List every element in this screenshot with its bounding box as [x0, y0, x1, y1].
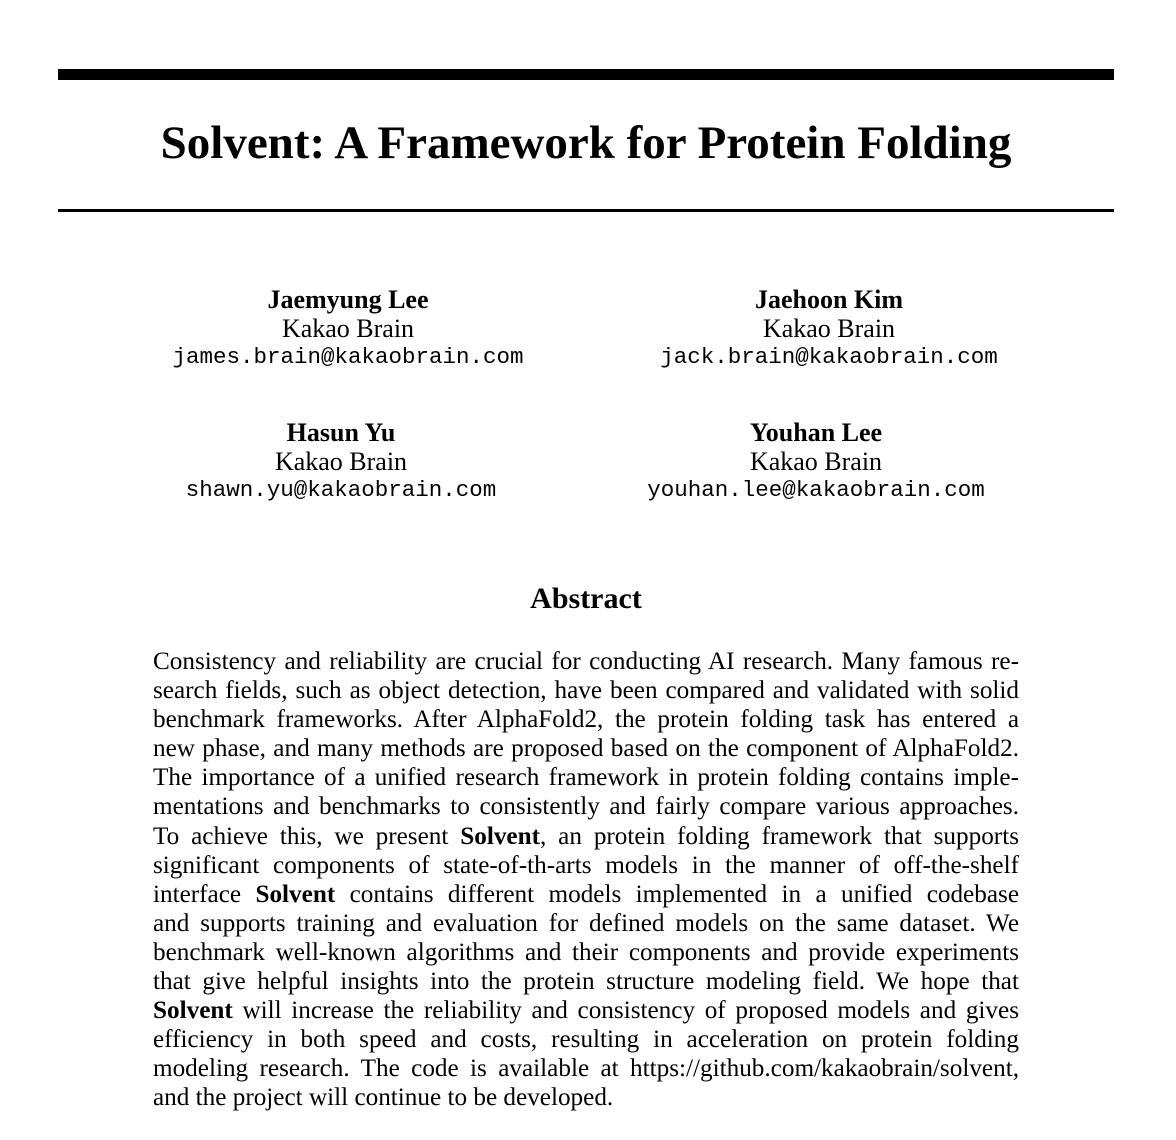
abstract-line — [153, 1083, 1019, 1112]
author-affiliation: Kakao Brain — [749, 447, 883, 476]
abstract-body — [153, 647, 1019, 1113]
author-affiliation: Kakao Brain — [274, 447, 408, 476]
framework-name: Solvent — [255, 880, 336, 908]
author-email: youhan.lee@kakaobrain.com — [647, 477, 985, 503]
abstract-text: mentations and benchmarks to consistently and fairly compare various approaches. — [153, 793, 1019, 821]
author-block — [111, 418, 571, 505]
abstract-text: new phase, and many methods are proposed based on the component of AlphaFold2. — [153, 735, 1019, 763]
abstract-line — [153, 909, 1019, 938]
abstract-line — [153, 967, 1019, 996]
abstract-line — [153, 880, 1019, 909]
abstract-line — [153, 705, 1019, 734]
title-bottom-rule — [58, 209, 1114, 212]
abstract-text: benchmark frameworks. After AlphaFold2, the protein folding task has entered a — [153, 706, 1019, 734]
abstract-text: interface — [153, 880, 256, 908]
abstract-text: To achieve this, we present — [153, 822, 461, 850]
author-affiliation: Kakao Brain — [762, 314, 896, 343]
author-block — [599, 285, 1059, 372]
framework-name: Solvent — [153, 997, 233, 1025]
abstract-text: will increase the reliability and consistency of proposed models and gives — [232, 997, 1019, 1025]
abstract-line — [153, 996, 1019, 1025]
abstract-text: efficiency in both speed and costs, resulting in acceleration on protein folding — [153, 1026, 1019, 1054]
abstract-text: significant components of state-of-th-arts models in the manner of off-the-shelf — [153, 851, 1019, 879]
abstract-text: , an protein folding framework that supports — [540, 822, 1019, 850]
abstract-line — [153, 1054, 1019, 1083]
abstract-heading: Abstract — [530, 582, 642, 615]
abstract-line — [153, 763, 1019, 792]
abstract-text: Consistency and reliability are crucial for conducting AI research. Many famous re- — [153, 648, 1019, 675]
abstract-text: contains different models implemented in a unified codebase — [335, 880, 1019, 908]
abstract-line — [153, 822, 1019, 851]
abstract-text: and supports training and evaluation for defined models on the same dataset. We — [153, 909, 1019, 937]
author-name: Jaehoon Kim — [754, 285, 904, 314]
abstract-text: modeling research. The code is available at https://github.com/kakaobrain/solvent, — [153, 1055, 1019, 1083]
abstract-line — [153, 676, 1019, 705]
abstract-text: search fields, such as object detection, have been compared and validated with solid — [153, 677, 1019, 705]
abstract-line — [153, 1025, 1019, 1054]
framework-name: Solvent — [460, 822, 541, 850]
author-name: Hasun Yu — [286, 418, 396, 447]
author-block — [586, 418, 1046, 505]
title-top-rule — [58, 69, 1114, 80]
abstract-line — [153, 647, 1019, 676]
abstract-line — [153, 851, 1019, 880]
author-email: shawn.yu@kakaobrain.com — [185, 477, 497, 503]
author-name: Youhan Lee — [749, 418, 883, 447]
author-email: james.brain@kakaobrain.com — [172, 344, 524, 370]
paper-title: Solvent: A Framework for Protein Folding — [160, 117, 1012, 169]
abstract-text: and the project will continue to be developed. — [153, 1084, 614, 1112]
abstract-text: that give helpful insights into the protein structure modeling field. We hope that — [153, 968, 1019, 996]
abstract-line — [153, 792, 1019, 821]
author-email: jack.brain@kakaobrain.com — [660, 344, 998, 370]
author-name: Jaemyung Lee — [267, 285, 429, 314]
author-affiliation: Kakao Brain — [281, 314, 415, 343]
abstract-line — [153, 734, 1019, 763]
abstract-line — [153, 938, 1019, 967]
abstract-text: benchmark well-known algorithms and their components and provide experiments — [153, 938, 1019, 966]
author-block — [118, 285, 578, 372]
abstract-text: The importance of a unified research framework in protein folding contains imple- — [153, 764, 1019, 792]
